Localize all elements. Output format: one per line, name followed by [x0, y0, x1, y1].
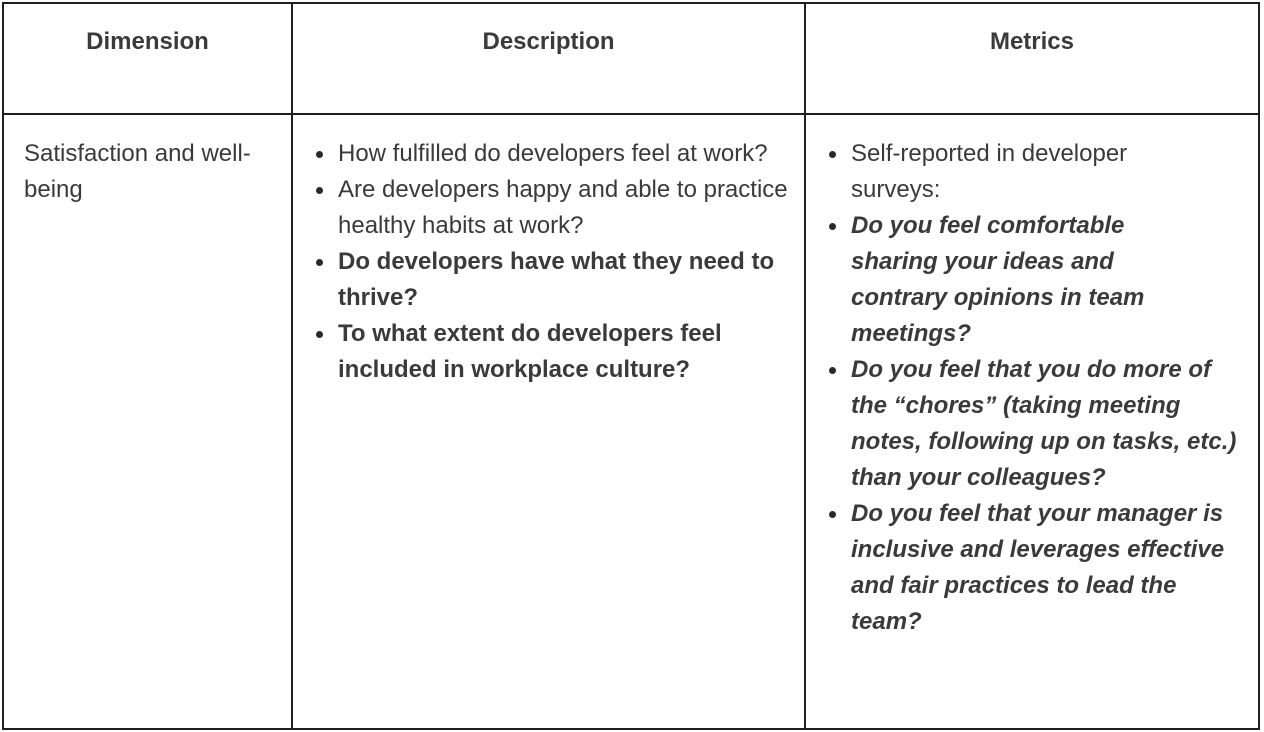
header-description: Description: [482, 28, 615, 55]
metrics-item: Do you feel that your manager is inclusive and leverages effective and fair practices to lead the team?: [827, 496, 1247, 640]
metrics-table: [2, 2, 1260, 730]
cell-dimension: Satisfaction and well-being: [24, 140, 251, 203]
description-list: [314, 136, 794, 388]
metrics-item: Self-reported in developer surveys:: [827, 136, 1247, 208]
metrics-list: [827, 136, 1247, 640]
description-item: To what extent do developers feel included in workplace culture?: [314, 316, 794, 388]
cell-metrics: [827, 136, 1247, 640]
description-item: How fulfilled do developers feel at work?: [314, 136, 794, 172]
description-item: Are developers happy and able to practice healthy habits at work?: [314, 172, 794, 244]
description-item: Do developers have what they need to thrive?: [314, 244, 794, 316]
metrics-item: Do you feel that you do more of the “chores” (taking meeting notes, following up on tasks, etc.) than your colleagues?: [827, 352, 1247, 496]
header-divider: [4, 113, 1258, 115]
metrics-item: Do you feel comfortable sharing your ideas and contrary opinions in team meetings?: [827, 208, 1247, 352]
header-dimension: Dimension: [86, 28, 209, 55]
header-metrics: Metrics: [989, 28, 1075, 55]
cell-description: [314, 136, 794, 388]
